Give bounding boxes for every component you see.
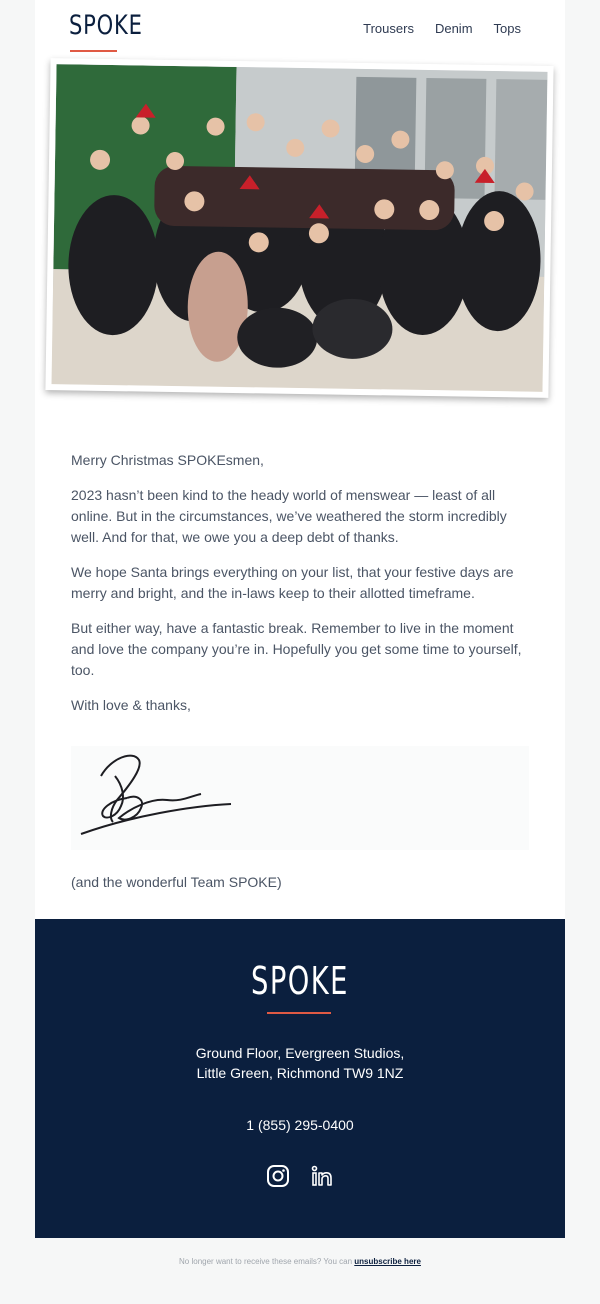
nav-trousers[interactable]: Trousers <box>363 21 414 36</box>
team-photo <box>52 64 548 392</box>
logo-underline <box>70 50 117 52</box>
unsubscribe-text: No longer want to receive these emails? You can <box>179 1257 353 1266</box>
signature <box>71 746 529 850</box>
letter-signoff: (and the wonderful Team SPOKE) <box>71 874 282 890</box>
instagram-icon <box>266 1164 290 1188</box>
letter-greeting: Merry Christmas SPOKEsmen, <box>71 452 264 468</box>
social-links <box>35 1164 565 1188</box>
email-footer <box>35 919 565 1238</box>
nav-tops[interactable]: Tops <box>493 21 521 36</box>
footer-spoke-logo[interactable] <box>35 959 565 1003</box>
unsubscribe-note <box>0 1256 600 1268</box>
email-container <box>35 0 565 1238</box>
letter-paragraph-3: But either way, have a fantastic break. Remember to live in the moment and love the company you’re in. Hopefully you get some time to yourself, too. <box>71 620 522 678</box>
unsubscribe-link[interactable]: unsubscribe here <box>354 1257 421 1266</box>
footer-logo-underline <box>267 1012 331 1014</box>
top-nav <box>363 20 521 38</box>
letter-body <box>71 450 533 730</box>
footer-phone[interactable]: 1 (855) 295-0400 <box>246 1117 354 1133</box>
handwritten-signature-icon <box>71 746 529 850</box>
linkedin-link[interactable] <box>310 1164 334 1188</box>
letter-closing: With love & thanks, <box>71 697 191 713</box>
letter-paragraph-1: 2023 hasn’t been kind to the heady world of menswear — least of all online. But in the circumstances, we’ve weathered the storm incredibly well. And for that, we owe you a deep debt of thanks. <box>71 487 507 545</box>
email-header <box>35 0 565 60</box>
footer-logo-text: SPOKE <box>251 959 349 1003</box>
footer-address <box>35 1043 565 1083</box>
nav-denim[interactable]: Denim <box>434 21 473 36</box>
linkedin-icon <box>310 1164 334 1188</box>
team-photo-frame <box>45 58 553 398</box>
address-line-1: Ground Floor, Evergreen Studios, <box>195 1045 405 1061</box>
address-line-2: Little Green, Richmond TW9 1NZ <box>196 1065 404 1081</box>
letter-paragraph-2: We hope Santa brings everything on your list, that your festive days are merry and bright, and the in-laws keep to their allotted timeframe. <box>71 564 514 601</box>
spoke-logo[interactable]: SPOKE <box>69 10 143 41</box>
instagram-link[interactable] <box>266 1164 290 1188</box>
team-photo-illustration <box>52 64 548 392</box>
